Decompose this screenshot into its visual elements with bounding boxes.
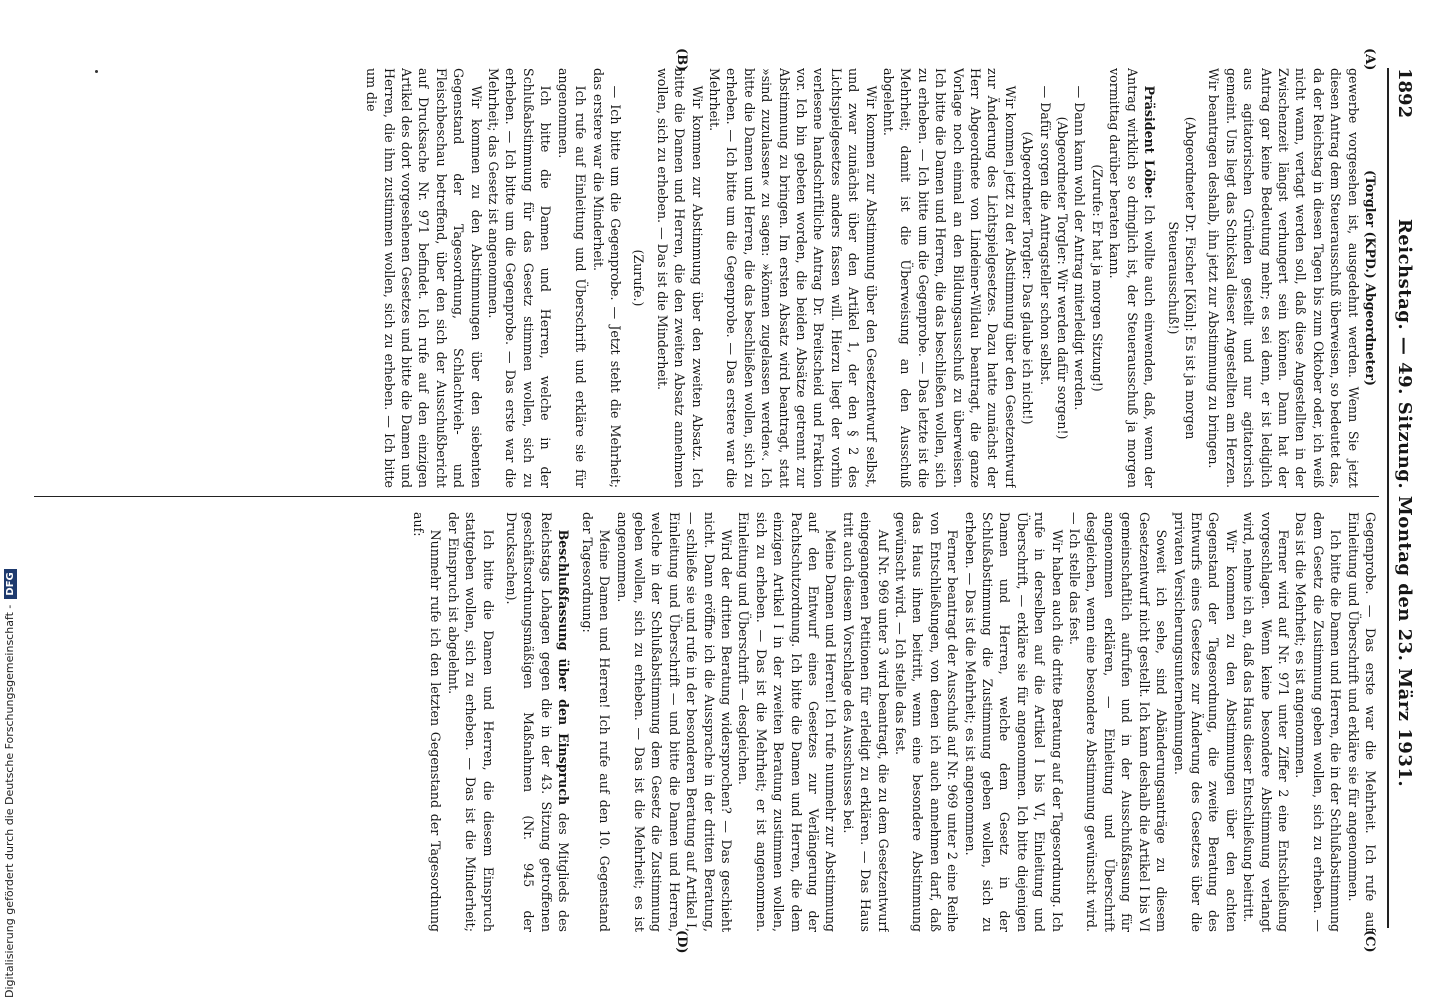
paragraph: Wir kommen zu den Abstimmungen über den siebenten Gegenstand der Tagesordnung, Schlachtvieh- und Fleischbeschau betreffend, über den sich der Ausschußbericht auf Drucksache Nr. 971 befindet. Ich rufe auf den einzigen Artikel des dort vorgesehenen Gesetzes und bitte die Damen und Herren, die ihm zustimmen wollen, sich zu erheben. — Ich bitte um die bbox=[364, 68, 484, 488]
paragraph: Wir kommen zur Abstimmung über den Gesetzentwurf selbst, und zwar zunächst über den Artikel 1, der den § 2 des Lichtspielgesetzes anders fassen will. Hierzu liegt der vorhin verlesene handschriftliche Antrag Dr. Breitscheid und Fraktion vor. Ich bin gebeten worden, die beiden Absätze getrennt zur Abstimmung zu bringen. Im ersten Absatz wird beantragt, statt »sind zuzulassen« zu sagen: »können zugelassen werden«. Ich bitte die Damen und Herren, die das beschließen wollen, sich zu erheben. — Ich bitte um die Gegenprobe. — Das erstere war die Mehrheit. bbox=[706, 68, 879, 488]
header-rule bbox=[1387, 68, 1389, 928]
paragraph: Auf Nr. 969 unter 3 wird beantragt, die zu dem Gesetzentwurf eingegangenen Petitionen für erledigt zu erklären. — Das Haus tritt auch diesem Vorschlage des Ausschusses bei. bbox=[840, 512, 891, 932]
right-column bbox=[34, 512, 1379, 932]
agenda-item-title: Beschlußfassung über den Einspruch bbox=[556, 529, 572, 806]
paragraph: Wird der dritten Beratung widersprochen? — Das geschieht nicht. Dann eröffne ich die Aussprache in der dritten Beratung, — schließe sie und rufe in der besonderen Beratung auf Artikel I, Einleitung und Überschrift — und bitte die Damen und Herren, welche in der Schlußabstimmung dem Gesetz die Zustimmung geben wollen, sich zu erheben. — Das ist die Mehrheit; es ist angenommen. bbox=[614, 512, 734, 932]
paragraph: Meine Damen und Herren! Ich rufe auf den 10. Gegenstand der Tagesordnung: bbox=[579, 512, 613, 932]
paragraph: Wir kommen jetzt zu der Abstimmung über den Gesetzentwurf zur Änderung des Lichtspielgesetzes. Dazu hatte zunächst der Herr Abgeordnete von Lindeiner-Wildau beantragt, die ganze Vorlage noch einmal an den Bildungsausschuß zu überweisen. Ich bitte die Damen und Herren, die das beschließen wollen, sich zu erheben. — Ich bitte um die Gegenprobe. — Das letzte ist die Mehrheit; damit ist die Überweisung an den Ausschuß abgelehnt. bbox=[881, 68, 1018, 488]
rotated-page bbox=[5, 48, 1429, 954]
margin-marker-c: (C) bbox=[1362, 930, 1377, 953]
paragraph: Ich bitte die Damen und Herren, die in der Schlußabstimmung dem Gesetz die Zustimmung geben wollen, sich zu erheben. — Das ist die Mehrheit; es ist angenommen. bbox=[1293, 512, 1344, 932]
paragraph: Beschlußfassung über den Einspruch des Mitglieds des Reichstags Lohagen gegen die in der 43. Sitzung getroffenen geschäftsordnungsmäßigen Maßnahmen (Nr. 945 der Drucksachen). bbox=[504, 512, 572, 932]
paragraph: Ferner beantragt der Ausschuß auf Nr. 969 unter 2 eine Reihe von Entschließungen, von denen ich auch annehmen darf, daß das Haus ihnen beitritt, wenn eine besondere Abstimmung gewünscht wird. — Ich stelle das fest. bbox=[893, 512, 961, 932]
dfg-logo: DFG bbox=[4, 569, 17, 598]
paragraph: Wir kommen zu den Abstimmungen über den achten Gegenstand der Tagesordnung, die zweite Beratung des Entwurfs eines Gesetzes zur Änderung des Gesetzes über die privaten Versicherungsunternehmungen. bbox=[1171, 512, 1239, 932]
digitization-note bbox=[2, 0, 18, 998]
speaker-label: (Torgler (KPD.) Abgeordneter) bbox=[1363, 170, 1378, 386]
paragraph: gewerbe vorgesehen ist, ausgedehnt werden. Wenn Sie jetzt diesen Antrag dem Steuerausschuß überweisen, so bedeutet das, da der Reichstag in diesen Tagen bis zum Oktober oder, ich weiß nicht wann, vertagt werden soll, daß diese Angestellten in der Zwischenzeit längst verhungert sein können. Dann hat der Antrag gar keine Bedeutung mehr; es sei denn, er ist lediglich aus agitatorischen Gründen gestellt und nur agitatorisch gemeint. Uns liegt das Schicksal dieser Angestellten am Herzen. Wir beantragen deshalb, ihn jetzt zur Abstimmung zu bringen. bbox=[1206, 68, 1361, 488]
paragraph: Ich rufe auf Einleitung und Überschrift und erkläre sie für angenommen. bbox=[555, 68, 589, 488]
digitization-text: Digitalisierung gefördert durch die Deutsche Forschungsgemeinschaft - bbox=[3, 604, 16, 998]
left-column bbox=[34, 68, 1379, 488]
paragraph: Ich bitte die Damen und Herren, welche in der Schlußabstimmung für das Gesetz stimmen wollen, sich zu erheben. — Ich bitte um die Gegenprobe. — Das erste war die Mehrheit; das Gesetz ist angenommen. bbox=[486, 68, 554, 488]
column-divider bbox=[34, 496, 1379, 497]
margin-marker-a: (A) bbox=[1362, 48, 1377, 71]
interjection: (Abgeordneter Dr. Fischer [Köln]: Es ist ja morgen Steuerausschuß!) bbox=[1165, 116, 1198, 440]
paragraph: Ich bitte die Damen und Herren, die diesem Einspruch stattgeben wollen, sich zu erheben. — Das ist die Minderheit; der Einspruch ist abgelehnt. bbox=[445, 512, 496, 932]
paragraph: Präsident Löbe: Ich wollte auch einwenden, daß, wenn der Antrag wirklich so dringlich ist, der Steuerausschuß ja morgen vormittag darüber beraten kann. bbox=[1107, 68, 1158, 488]
interjection: (Abgeordneter Torgler: Wir werden dafür sorgen!) bbox=[1055, 116, 1071, 440]
paragraph: Nunmehr rufe ich den letzten Gegenstand der Tagesordnung auf: bbox=[411, 512, 444, 932]
paragraph: Soweit ich sehe, sind Abänderungsanträge zu diesem Gesetzentwurf nicht gestellt. Ich kann deshalb die Artikel I bis VI gemeinschaftlich aufrufen und in der Ausschußfassung für angenommen erklären, — Einleitung und Überschrift desgleichen, wenn eine besondere Abstimmung gewünscht wird. — Ich stelle das fest. bbox=[1067, 512, 1170, 932]
paragraph: Meine Damen und Herren! Ich rufe nunmehr zur Abstimmung auf den Entwurf eines Gesetzes zur Verlängerung der Pachtschutzordnung. Ich bitte die Damen und Herren, die dem einzigen Artikel I in der zweiten Beratung zustimmen wollen, sich zu erheben. — Das ist die Mehrheit; er ist angenommen. Einleitung und Überschrift — desgleichen. bbox=[736, 512, 839, 932]
paragraph: — Ich bitte um die Gegenprobe. — Jetzt steht die Mehrheit; das erstere war die Minderheit. bbox=[590, 68, 623, 488]
page-title: Reichstag. — 49. Sitzung. Montag den 23. März 1931. bbox=[1394, 218, 1415, 788]
paragraph: Wir haben auch die dritte Beratung auf der Tagesordnung. Ich rufe in derselben auf die Artikel I bis VI, Einleitung und Überschrift, — erkläre sie für angenommen. Ich bitte diejenigen Damen und Herren, welche dem Gesetz in der Schlußabstimmung die Zustimmung geben wollen, sich zu erheben. — Das ist die Mehrheit; es ist angenommen. bbox=[962, 512, 1065, 932]
paragraph: — Dafür sorgen die Antragsteller schon selbst. bbox=[1037, 85, 1053, 386]
paragraph: — Dann kann wohl der Antrag miterledigt werden. bbox=[1072, 85, 1088, 411]
paragraph: Wir kommen zur Abstimmung über den zweiten Absatz. Ich bitte die Damen und Herren, die den zweiten Absatz annehmen wollen, sich zu erheben. — Das ist die Minderheit. bbox=[654, 68, 705, 488]
margin-marker-b: (B) bbox=[674, 48, 689, 72]
paragraph: Gegenprobe. — Das erste war die Mehrheit. Ich rufe auf Einleitung und Überschrift und erkläre sie für angenommen. bbox=[1345, 512, 1378, 932]
paragraph: Ferner wird auf Nr. 971 unter Ziffer 2 eine Entschließung vorgeschlagen. Wenn keine besondere Abstimmung verlangt wird, nehme ich an, daß das Haus dieser Entschließung beitritt. bbox=[1241, 512, 1291, 932]
margin-marker-d: (D) bbox=[674, 930, 689, 954]
interjection: (Zurufe.) bbox=[631, 249, 647, 307]
speaker-label: Präsident Löbe: bbox=[1142, 85, 1158, 199]
page-header bbox=[1389, 68, 1419, 938]
interjection: (Zurufe: Er hat ja morgen Sitzung!) bbox=[1089, 164, 1105, 392]
page-number: 1892 bbox=[1394, 68, 1415, 119]
interjection: (Abgeordneter Torgler: Das glaube ich nicht!) bbox=[1020, 131, 1036, 425]
